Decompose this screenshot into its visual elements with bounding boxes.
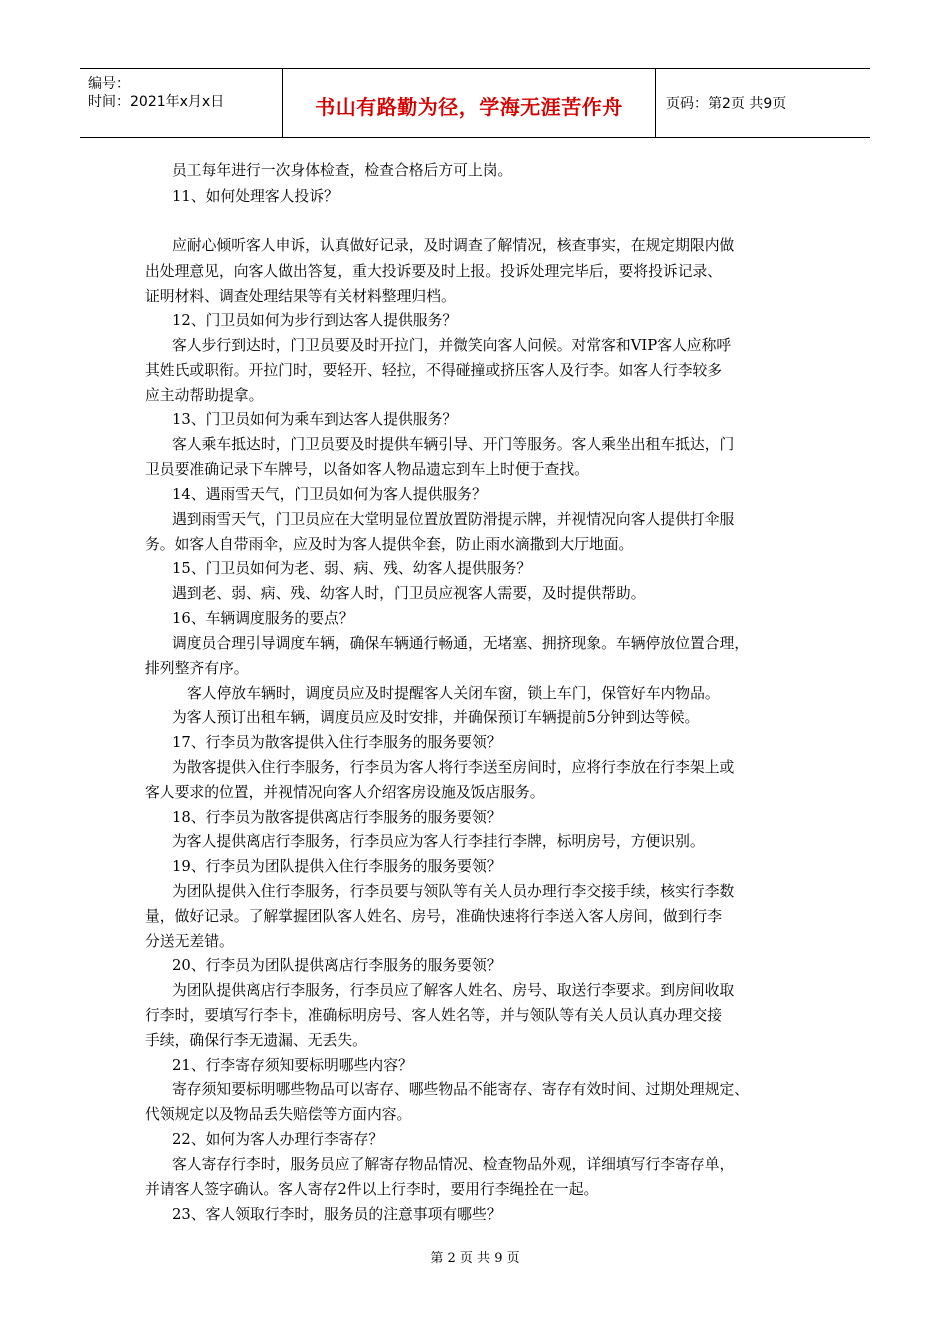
body-line: 分送无差错。: [145, 933, 234, 950]
body-line: 寄存须知要标明哪些物品可以寄存、哪些物品不能寄存、寄存有效时间、过期处理规定、: [172, 1081, 750, 1098]
header-motto-cell: [283, 69, 656, 137]
body-line: 应耐心倾听客人申诉，认真做好记录，及时调查了解情况，核查事实，在规定期限内做: [172, 237, 735, 254]
question-heading: 21、行李寄存须知要标明哪些内容？: [172, 1057, 413, 1074]
body-line: 客人步行到达时，门卫员要及时开拉门，并微笑向客人问候。对常客和VIP客人应称呼: [172, 337, 732, 354]
page-footer: 第 2 页 共 9 页: [430, 1251, 520, 1266]
body-line: 排列整齐有序。: [145, 660, 249, 677]
question-heading: 16、车辆调度服务的要点？: [172, 610, 354, 627]
body-line: 遇到老、弱、病、残、幼客人时，门卫员应视客人需要，及时提供帮助。: [172, 585, 646, 602]
body-line: 为客人提供离店行李服务，行李员应为客人行李挂行李牌，标明房号，方便识别。: [172, 833, 705, 850]
question-heading: 11、如何处理客人投诉？: [172, 188, 339, 205]
body-line: 量，做好记录。了解掌握团队客人姓名、房号，准确快速将行李送入客人房间，做到行李: [145, 908, 723, 925]
body-line: 证明材料、调查处理结果等有关材料整理归档。: [145, 288, 456, 305]
body-line: 遇到雨雪天气，门卫员应在大堂明显位置放置防滑提示牌，并视情况向客人提供打伞服: [172, 511, 735, 528]
body-line: 员工每年进行一次身体检查，检查合格后方可上岗。: [172, 162, 513, 179]
body-line: 客人寄存行李时，服务员应了解寄存物品情况、检查物品外观，详细填写行李寄存单，: [172, 1156, 735, 1173]
body-line: 手续，确保行李无遗漏、无丢失。: [145, 1032, 367, 1049]
body-line: 为散客提供入住行李服务，行李员为客人将行李送至房间时，应将行李放在行李架上或: [172, 759, 735, 776]
body-line: 其姓氏或职衔。开拉门时，要轻开、轻拉，不得碰撞或挤压客人及行李。如客人行李较多: [145, 362, 723, 379]
body-line: 客人停放车辆时，调度员应及时提醒客人关闭车窗，锁上车门，保管好车内物品。: [187, 685, 720, 702]
question-heading: 18、行李员为散客提供离店行李服务的服务要领？: [172, 809, 502, 826]
document-date-label: 时间：2021年x月x日: [88, 94, 225, 110]
body-line: 调度员合理引导调度车辆，确保车辆通行畅通，无堵塞、拥挤现象。车辆停放位置合理，: [172, 635, 750, 652]
body-line: 应主动帮助提拿。: [145, 387, 264, 404]
question-heading: 19、行李员为团队提供入住行李服务的服务要领？: [172, 858, 502, 875]
body-line: 出处理意见，向客人做出答复，重大投诉要及时上报。投诉处理完毕后，要将投诉记录、: [145, 263, 723, 280]
body-line: 卫员要准确记录下车牌号，以备如客人物品遗忘到车上时便于查找。: [145, 461, 589, 478]
question-heading: 13、门卫员如何为乘车到达客人提供服务？: [172, 411, 458, 428]
question-heading: 14、遇雨雪天气，门卫员如何为客人提供服务？: [172, 486, 487, 503]
body-line: 代领规定以及物品丢失赔偿等方面内容。: [145, 1106, 412, 1123]
body-line: 行李时，要填写行李卡，准确标明房号、客人姓名等，并与领队等有关人员认真办理交接: [145, 1007, 723, 1024]
page-header: [80, 68, 870, 138]
body-line: 客人乘车抵达时，门卫员要及时提供车辆引导、开门等服务。客人乘坐出租车抵达，门: [172, 436, 735, 453]
question-heading: 17、行李员为散客提供入住行李服务的服务要领？: [172, 734, 502, 751]
page-number-label: 页码：第2页 共9页: [666, 96, 787, 112]
document-number-label: 编号：: [88, 76, 130, 92]
question-heading: 22、如何为客人办理行李寄存？: [172, 1131, 384, 1148]
body-line: 并请客人签字确认。客人寄存2件以上行李时，要用行李绳拴在一起。: [145, 1181, 599, 1198]
body-line: 为客人预订出租车辆，调度员应及时安排，并确保预订车辆提前5分钟到达等候。: [172, 709, 700, 726]
question-heading: 12、门卫员如何为步行到达客人提供服务？: [172, 312, 458, 329]
motto-text: 书山有路勤为径，学海无涯苦作舟: [315, 95, 623, 119]
header-info-cell: [80, 69, 283, 137]
body-line: 客人要求的位置，并视情况向客人介绍客房设施及饭店服务。: [145, 784, 545, 801]
question-heading: 23、客人领取行李时，服务员的注意事项有哪些？: [172, 1206, 502, 1223]
header-page-cell: [656, 69, 870, 137]
body-line: 为团队提供离店行李服务，行李员应了解客人姓名、房号、取送行李要求。到房间收取: [172, 982, 735, 999]
question-heading: 15、门卫员如何为老、弱、病、残、幼客人提供服务？: [172, 560, 532, 577]
body-line: 为团队提供入住行李服务，行李员要与领队等有关人员办理行李交接手续，核实行李数: [172, 883, 735, 900]
question-heading: 20、行李员为团队提供离店行李服务的服务要领？: [172, 957, 502, 974]
body-line: 务。如客人自带雨伞，应及时为客人提供伞套，防止雨水滴撒到大厅地面。: [145, 536, 634, 553]
